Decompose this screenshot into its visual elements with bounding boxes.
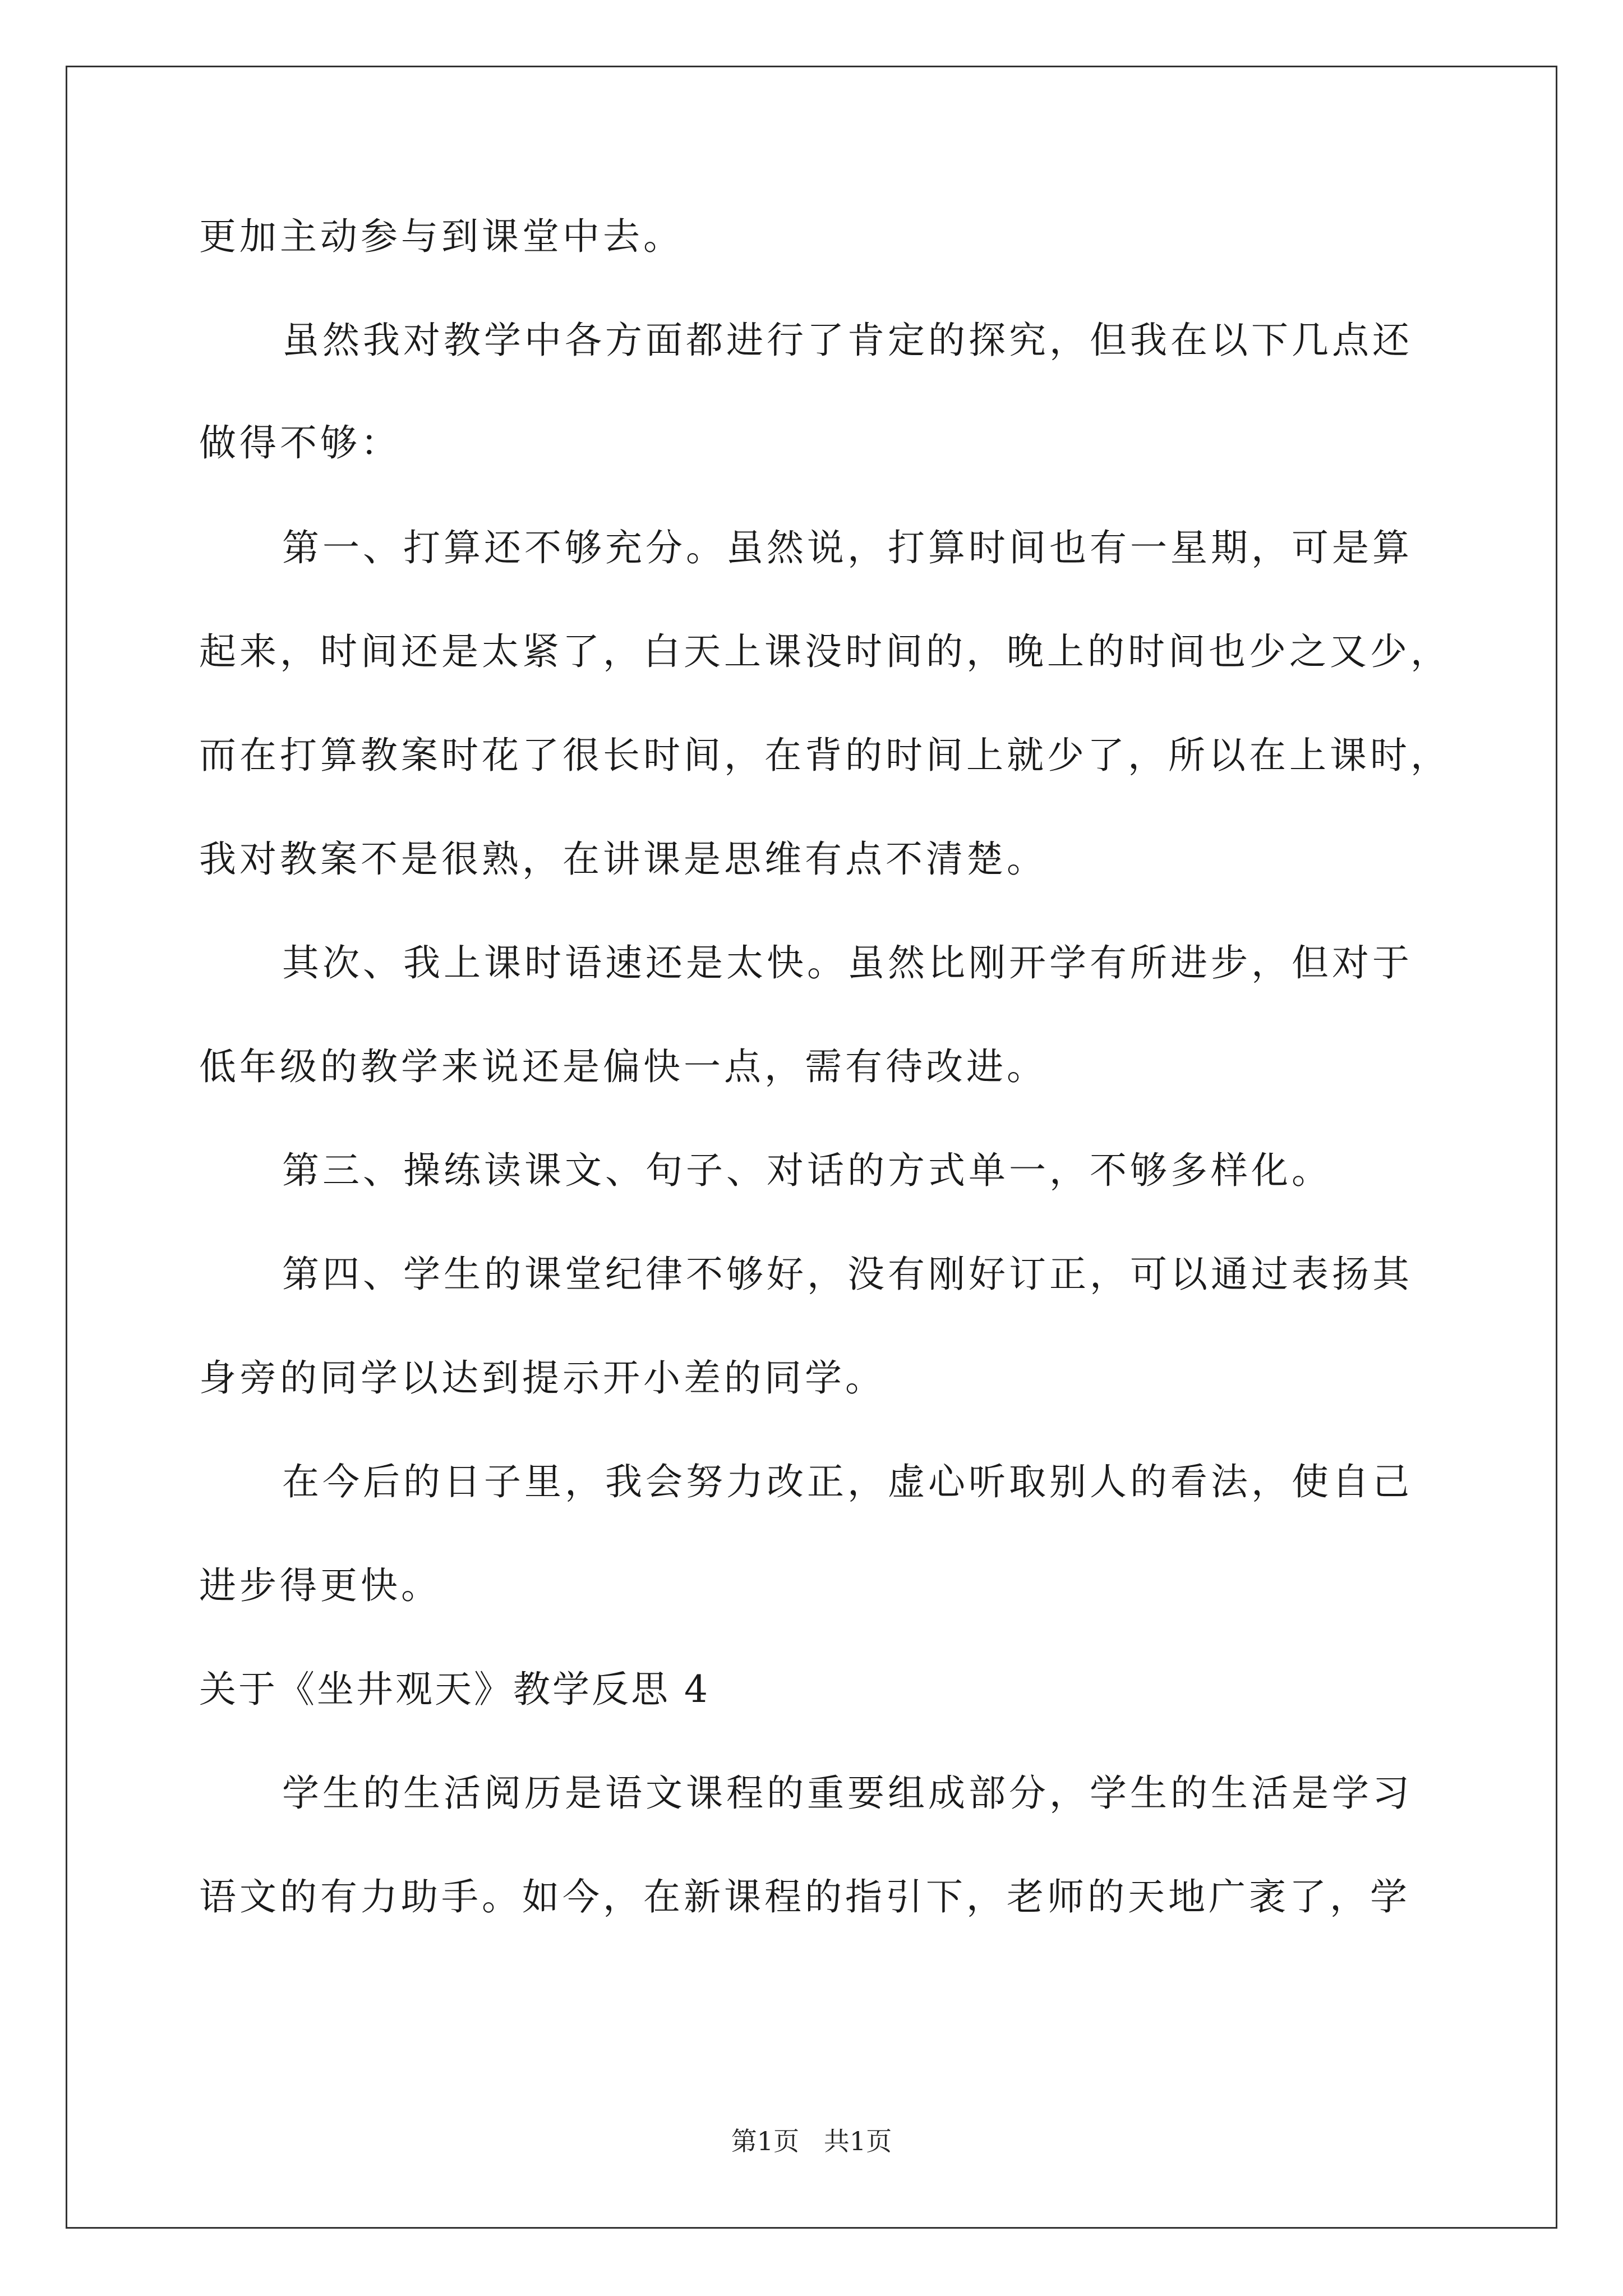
text-line: 在今后的日子里，我会努力改正，虚心听取别人的看法，使自己 (282, 1460, 1413, 1503)
text-line: 第一、打算还不够充分。虽然说，打算时间也有一星期，可是算 (282, 526, 1413, 569)
text-line: 其次、我上课时语速还是太快。虽然比刚开学有所进步，但对于 (282, 941, 1413, 984)
text-line: 而在打算教案时花了很长时间，在背的时间上就少了，所以在上课时， (199, 734, 1451, 777)
text-line: 学生的生活阅历是语文课程的重要组成部分，学生的生活是学习 (282, 1772, 1413, 1815)
page-footer: 第1页 共1页 (731, 2126, 892, 2156)
text-line: 起来，时间还是太紧了，白天上课没时间的，晚上的时间也少之又少， (199, 630, 1451, 673)
text-line: 虽然我对教学中各方面都进行了肯定的探究，但我在以下几点还 (282, 319, 1413, 362)
text-line: 低年级的教学来说还是偏快一点，需有待改进。 (199, 1045, 1047, 1088)
text-line: 语文的有力助手。如今，在新课程的指引下，老师的天地广袤了，学 (199, 1875, 1410, 1918)
text-line: 身旁的同学以达到提示开小差的同学。 (199, 1356, 886, 1400)
text-line: 第三、操练读课文、句子、对话的方式单一，不够多样化。 (282, 1149, 1332, 1192)
text-line: 更加主动参与到课堂中去。 (199, 215, 684, 258)
section-heading: 关于《坐井观天》教学反思 4 (199, 1668, 710, 1711)
text-line: 进步得更快。 (199, 1564, 441, 1607)
text-line: 第四、学生的课堂纪律不够好，没有刚好订正，可以通过表扬其 (282, 1253, 1413, 1296)
text-line: 做得不够： (199, 421, 401, 464)
text-line: 我对教案不是很熟，在讲课是思维有点不清楚。 (199, 838, 1047, 881)
